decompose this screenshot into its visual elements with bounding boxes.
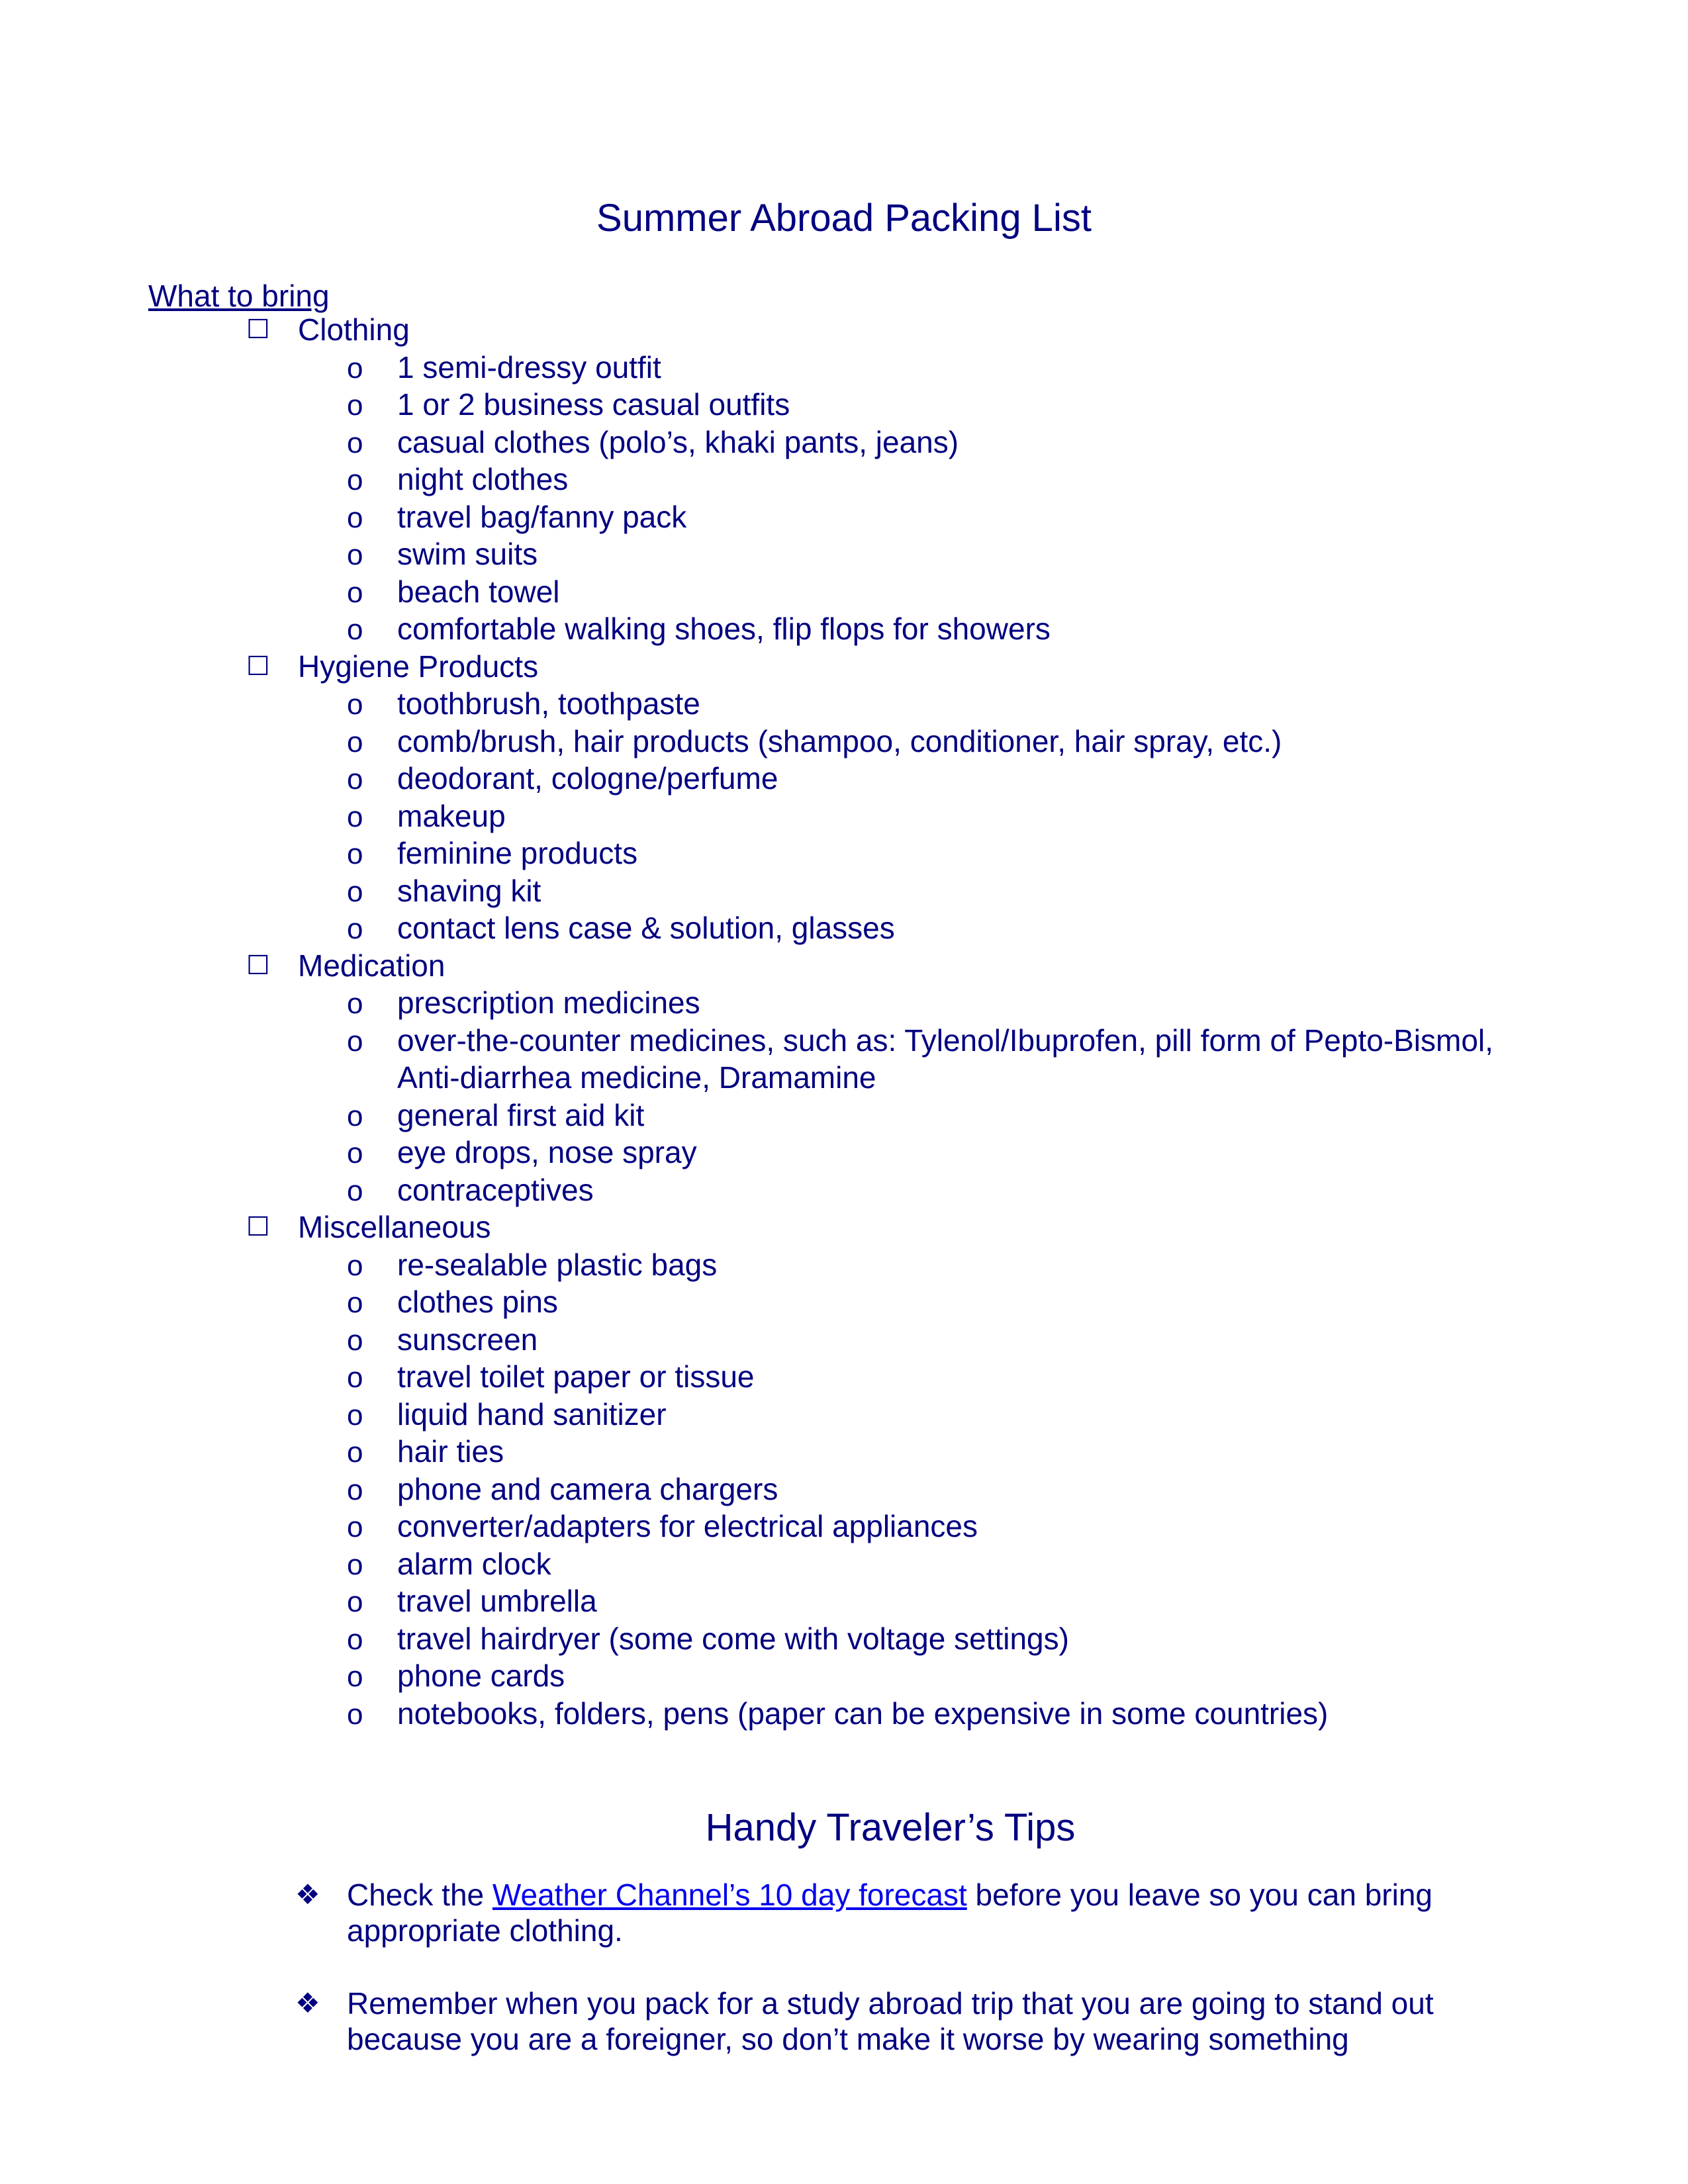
list-item-label: feminine products	[397, 836, 638, 870]
checkbox-icon: ☐	[246, 950, 270, 981]
list-item	[0, 685, 1688, 723]
diamond-bullet-icon: ❖	[295, 1878, 320, 1911]
list-item-label: travel toilet paper or tissue	[397, 1359, 755, 1394]
list-item-label: shaving kit	[397, 873, 541, 908]
circle-bullet-icon: o	[347, 987, 363, 1020]
checkbox-icon: ☐	[246, 1212, 270, 1242]
list-item	[0, 984, 1688, 1022]
circle-bullet-icon: o	[347, 688, 363, 721]
section-heading-what-to-bring: What to bring	[148, 279, 330, 313]
tip-weather-before: Check the	[347, 1878, 492, 1912]
list-item-label: contact lens case & solution, glasses	[397, 911, 895, 945]
category-3	[0, 1208, 1688, 1246]
list-item-label: 1 or 2 business casual outfits	[397, 387, 790, 422]
list-item	[0, 1695, 1688, 1733]
circle-bullet-icon: o	[347, 1287, 363, 1319]
list-item	[0, 1471, 1688, 1508]
circle-bullet-icon: o	[347, 351, 363, 385]
checkbox-icon: ☐	[246, 314, 270, 345]
page-title: Summer Abroad Packing List	[596, 197, 1092, 240]
circle-bullet-icon: o	[347, 875, 363, 908]
packing-categories	[0, 311, 1688, 1732]
circle-bullet-icon: o	[347, 913, 363, 945]
list-item	[0, 1097, 1688, 1134]
checkbox-icon: ☐	[246, 651, 270, 682]
list-item	[0, 1657, 1688, 1695]
tip-weather-after: before you leave so you can bring appropriate clothing.	[347, 1878, 1432, 1948]
list-item	[0, 797, 1688, 835]
list-item	[0, 835, 1688, 872]
list-item	[0, 723, 1688, 760]
category-label: Clothing	[298, 312, 410, 347]
tip-stand-out-text: Remember when you pack for a study abroad trip that you are going to stand out because you are a foreigner, so don’t make it worse by wearing something	[347, 1986, 1434, 2056]
circle-bullet-icon: o	[347, 1137, 363, 1169]
list-item-label: re-sealable plastic bags	[397, 1247, 718, 1282]
list-item-label: comb/brush, hair products (shampoo, conditioner, hair spray, etc.)	[397, 723, 1282, 758]
list-item-label: notebooks, folders, pens (paper can be expensive in some countries)	[397, 1696, 1329, 1731]
list-item-label: makeup	[397, 798, 506, 833]
list-item	[0, 610, 1688, 648]
circle-bullet-icon: o	[347, 1324, 363, 1357]
circle-bullet-icon: o	[347, 1361, 363, 1394]
list-item-label: phone and camera chargers	[397, 1471, 778, 1506]
list-item-label: converter/adapters for electrical appliances	[397, 1509, 978, 1543]
category-0	[0, 311, 1688, 349]
list-item-label: prescription medicines	[397, 985, 700, 1020]
list-item	[0, 760, 1688, 797]
circle-bullet-icon: o	[347, 1174, 363, 1207]
list-item	[0, 535, 1688, 573]
circle-bullet-icon: o	[347, 800, 363, 833]
list-item	[0, 1321, 1688, 1359]
category-1	[0, 648, 1688, 686]
list-item-label: contraceptives	[397, 1172, 594, 1207]
category-label: Miscellaneous	[298, 1210, 491, 1244]
circle-bullet-icon: o	[347, 539, 363, 571]
tip-weather-text	[347, 1877, 1472, 1948]
list-item	[0, 1358, 1688, 1396]
tips-title: Handy Traveler’s Tips	[705, 1806, 1076, 1849]
list-item	[0, 1283, 1688, 1321]
list-item	[0, 1545, 1688, 1583]
circle-bullet-icon: o	[347, 389, 363, 422]
circle-bullet-icon: o	[347, 576, 363, 609]
list-item	[0, 1582, 1688, 1620]
category-label: Hygiene Products	[298, 649, 539, 684]
list-item	[0, 1433, 1688, 1471]
list-item	[0, 424, 1688, 461]
list-item-label: over-the-counter medicines, such as: Tylenol/Ibuprofen, pill form of Pepto-Bismol, Anti-diarrhea medicine, Dramamine	[397, 1023, 1493, 1095]
circle-bullet-icon: o	[347, 426, 363, 459]
circle-bullet-icon: o	[347, 1099, 363, 1132]
list-item	[0, 872, 1688, 910]
list-item	[0, 386, 1688, 424]
list-item	[0, 1171, 1688, 1209]
list-item	[0, 461, 1688, 498]
circle-bullet-icon: o	[347, 1586, 363, 1618]
circle-bullet-icon: o	[347, 1623, 363, 1656]
list-item	[0, 573, 1688, 611]
list-item-label: deodorant, cologne/perfume	[397, 761, 778, 796]
list-item-label: toothbrush, toothpaste	[397, 686, 700, 721]
list-item	[0, 1134, 1688, 1171]
list-item-label: casual clothes (polo’s, khaki pants, jeans)	[397, 424, 959, 459]
list-item	[0, 349, 1688, 387]
circle-bullet-icon: o	[347, 1473, 363, 1506]
list-item-label: swim suits	[397, 537, 538, 571]
list-item	[0, 1246, 1688, 1284]
circle-bullet-icon: o	[347, 1398, 363, 1432]
list-item-label: eye drops, nose spray	[397, 1135, 697, 1169]
list-item	[0, 1620, 1688, 1658]
list-item	[0, 1022, 1688, 1097]
circle-bullet-icon: o	[347, 1698, 363, 1731]
circle-bullet-icon: o	[347, 1548, 363, 1581]
list-item-label: night clothes	[397, 462, 569, 496]
circle-bullet-icon: o	[347, 614, 363, 646]
list-item-label: liquid hand sanitizer	[397, 1396, 667, 1432]
list-item-label: phone cards	[397, 1659, 565, 1693]
list-item-label: general first aid kit	[397, 1097, 645, 1132]
list-item	[0, 1396, 1688, 1433]
circle-bullet-icon: o	[347, 1436, 363, 1469]
weather-forecast-link[interactable]: Weather Channel’s 10 day forecast	[492, 1878, 967, 1912]
circle-bullet-icon: o	[347, 501, 363, 534]
list-item-label: 1 semi-dressy outfit	[397, 349, 661, 385]
circle-bullet-icon: o	[347, 1024, 363, 1058]
list-item-label: comfortable walking shoes, flip flops for showers	[397, 612, 1051, 646]
list-item-label: travel hairdryer (some come with voltage settings)	[397, 1621, 1069, 1656]
diamond-bullet-icon: ❖	[295, 1987, 320, 2019]
list-item	[0, 498, 1688, 536]
circle-bullet-icon: o	[347, 1511, 363, 1543]
list-item	[0, 1508, 1688, 1545]
list-item	[0, 909, 1688, 947]
list-item-label: beach towel	[397, 574, 560, 609]
circle-bullet-icon: o	[347, 725, 363, 758]
category-label: Medication	[298, 948, 445, 983]
circle-bullet-icon: o	[347, 838, 363, 870]
list-item-label: sunscreen	[397, 1322, 538, 1357]
circle-bullet-icon: o	[347, 464, 363, 496]
category-2	[0, 947, 1688, 985]
list-item-label: hair ties	[397, 1434, 504, 1469]
list-item-label: clothes pins	[397, 1285, 558, 1319]
list-item-label: travel bag/fanny pack	[397, 499, 687, 534]
list-item-label: alarm clock	[397, 1546, 551, 1581]
circle-bullet-icon: o	[347, 763, 363, 796]
circle-bullet-icon: o	[347, 1661, 363, 1693]
circle-bullet-icon: o	[347, 1249, 363, 1282]
list-item-label: travel umbrella	[397, 1584, 597, 1618]
